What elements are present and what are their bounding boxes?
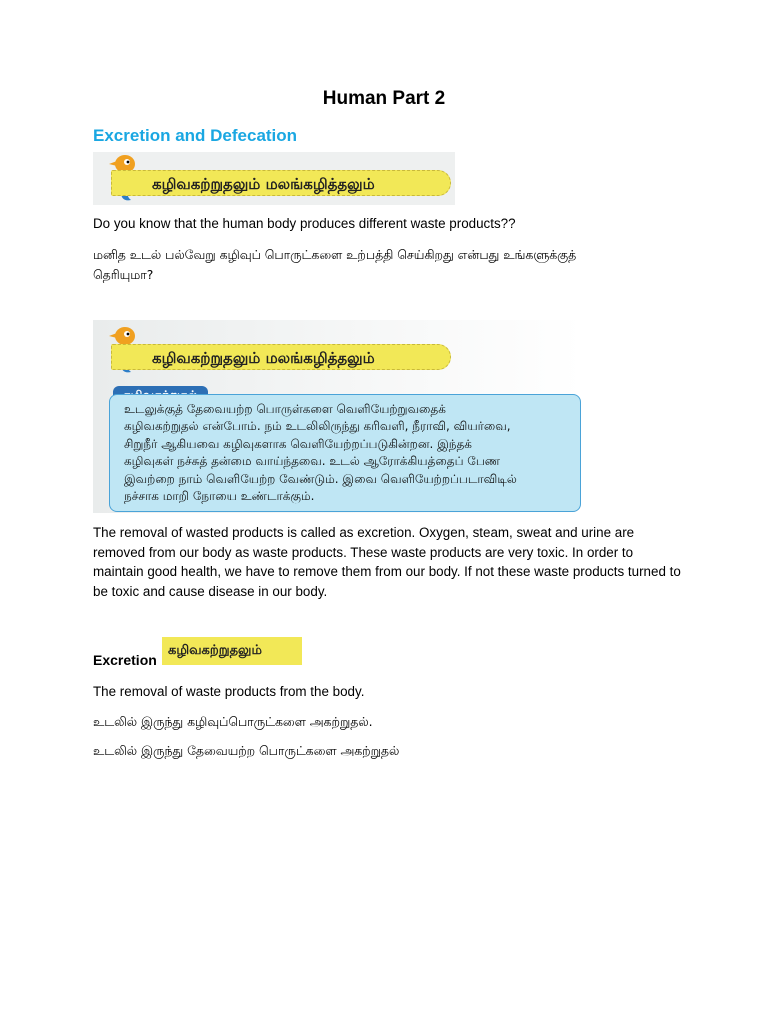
info-line: சிறுநீர் ஆகியவை கழிவுகளாக வெளியேற்றப்படுகின்றன. இந்தக் (124, 436, 472, 451)
banner-image-2 (93, 320, 583, 513)
excretion-label: Excretion (93, 652, 157, 668)
info-box (109, 394, 581, 512)
definition-tamil-2: உடலில் இருந்து தேவையற்ற பொருட்களை அகற்றுதல் (93, 743, 400, 758)
excretion-banner: கழிவகற்றுதலும் (162, 637, 302, 665)
banner-title: கழிவகற்றுதலும் மலங்கழித்தலும் (111, 170, 451, 196)
definition-english: The removal of waste products from the body. (93, 684, 365, 699)
question-tamil-line-2: தெரியுமா? (93, 267, 154, 282)
info-line: உடலுக்குத் தேவையற்ற பொருள்களை வெளியேற்றுவதைக் (124, 402, 446, 416)
section-heading: Excretion and Defecation (93, 126, 298, 145)
excretion-paragraph: The removal of wasted products is called as excretion. Oxygen, steam, sweat and urine are removed from our body as waste products. These waste products are very toxic. In order to maintain good health, we have to remove them from our body. If not these waste products turned to be toxic and cause disease in our body. (93, 525, 681, 599)
info-line: கழிவகற்றுதல் என்போம். நம் உடலிலிருந்து கரிவளி, நீராவி, வியர்வை, (124, 419, 511, 434)
info-line: இவற்றை நாம் வெளியேற்ற வேண்டும். இவை வெளியேற்றப்படாவிடில் (124, 471, 517, 486)
info-line: நச்சாக மாறி நோயை உண்டாக்கும். (124, 489, 315, 504)
page-title: Human Part 2 (322, 88, 446, 109)
banner-image-1 (93, 152, 455, 205)
question-tamil-line-1: மனித உடல் பல்வேறு கழிவுப் பொருட்களை உற்பத்தி செய்கிறது என்பது உங்களுக்குத் (93, 247, 577, 262)
banner-title: கழிவகற்றுதலும் மலங்கழித்தலும் (111, 344, 451, 370)
definition-tamil-1: உடலில் இருந்து கழிவுப்பொருட்களை அகற்றுதல். (93, 714, 373, 729)
question-english: Do you know that the human body produces different waste products?? (93, 216, 516, 231)
info-line: கழிவுகள் நச்சுத் தன்மை வாய்ந்தவை. உடல் ஆரோக்கியத்தைப் பேண (124, 454, 501, 469)
